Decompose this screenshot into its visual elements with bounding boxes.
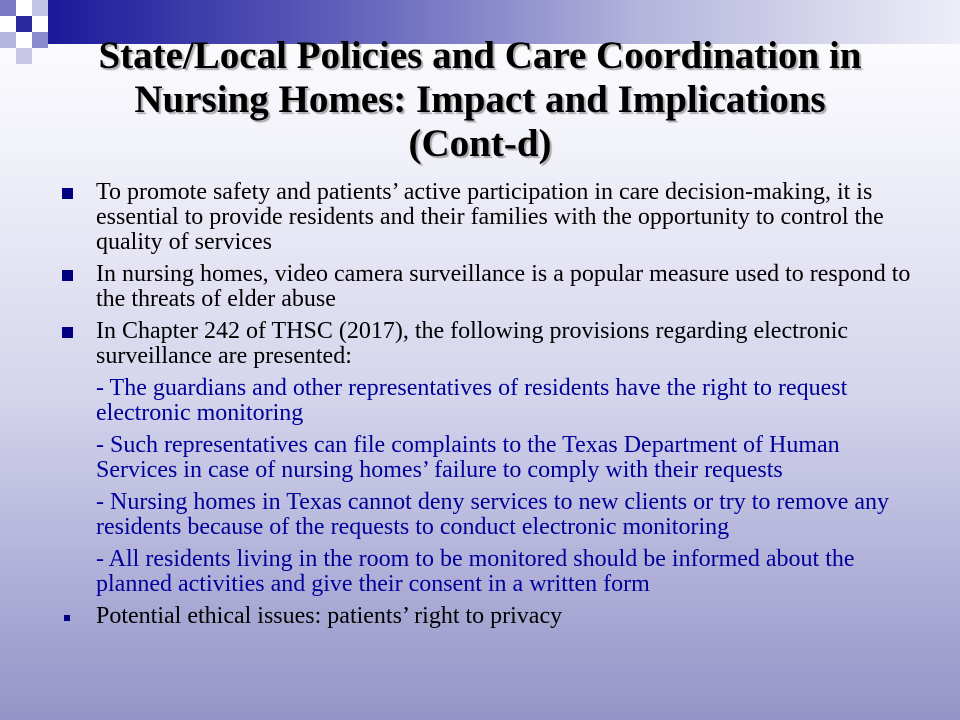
- decor-square: [32, 0, 48, 16]
- title-line: (Cont-d): [408, 122, 552, 165]
- bullet-text: In nursing homes, video camera surveillance is a popular measure used to respond to the threats of elder abuse: [96, 261, 911, 312]
- sub-item: - Such representatives can file complaints to the Texas Department of Human Services in case of nursing homes’ failure to comply with their requests: [96, 432, 840, 483]
- sub-item: - All residents living in the room to be monitored should be informed about the planned activities and give their consent in a written form: [96, 546, 855, 597]
- bullet-item: [58, 262, 918, 312]
- bullet-text: Potential ethical issues: patients’ right to privacy: [96, 603, 563, 629]
- small-square-bullet-icon: [64, 615, 70, 621]
- slide-body: [58, 180, 918, 636]
- decor-square: [0, 0, 16, 16]
- title-line: State/Local Policies and Care Coordination in: [98, 34, 862, 77]
- decor-square: [16, 16, 32, 32]
- title-line: Nursing Homes: Impact and Implications: [134, 78, 826, 121]
- bullet-text: To promote safety and patients’ active participation in care decision-making, it is essential to provide residents and their families with the opportunity to control the quality of services: [96, 179, 884, 255]
- square-bullet-icon: [62, 327, 73, 338]
- bullet-item: [58, 319, 918, 369]
- decor-square: [0, 32, 16, 48]
- bullet-item: [58, 180, 918, 255]
- square-bullet-icon: [62, 188, 73, 199]
- decor-square: [0, 16, 16, 32]
- decor-square: [16, 0, 32, 16]
- square-bullet-icon: [62, 270, 73, 281]
- sub-item: - The guardians and other representatives of residents have the right to request electronic monitoring: [96, 375, 848, 426]
- decor-square: [32, 16, 48, 32]
- slide-title: [30, 34, 930, 166]
- sub-item: - Nursing homes in Texas cannot deny services to new clients or try to remove any residents because of the requests to conduct electronic monitoring: [96, 489, 890, 540]
- bullet-item: [58, 604, 918, 629]
- bullet-text: In Chapter 242 of THSC (2017), the following provisions regarding electronic surveillance are presented:: [96, 318, 849, 369]
